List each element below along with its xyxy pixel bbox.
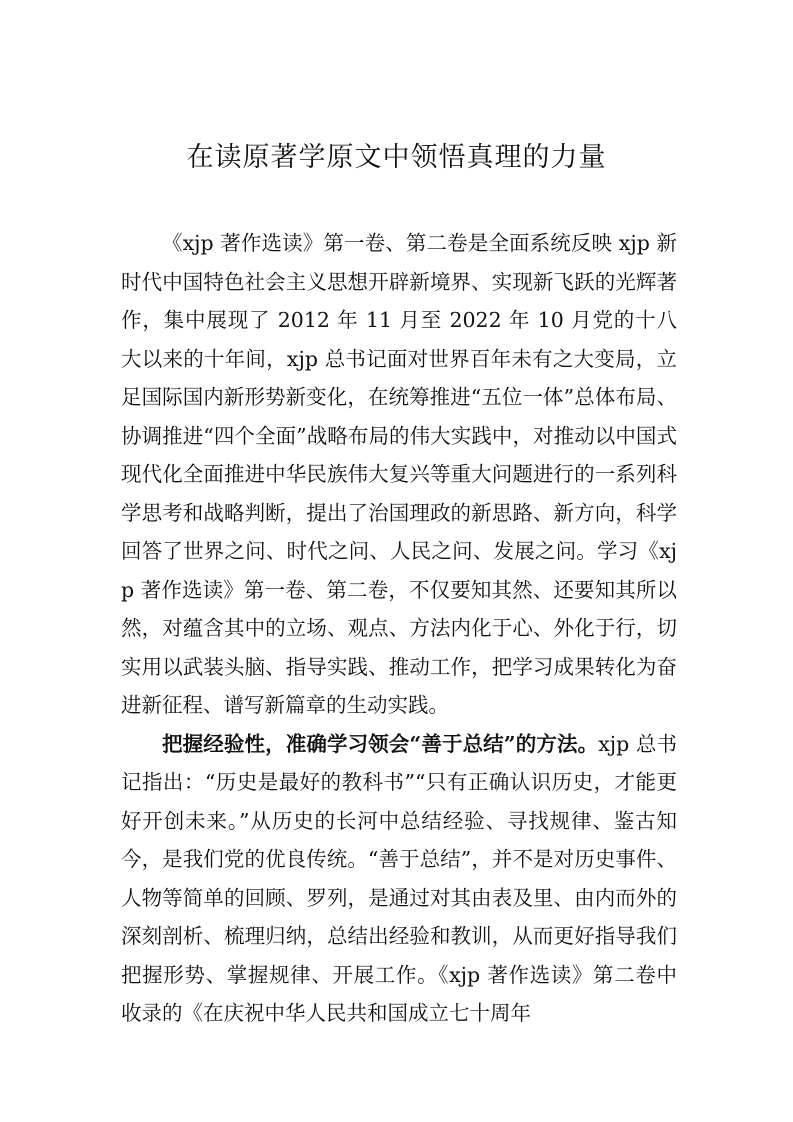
paragraph-intro <box>121 224 677 725</box>
document-title: 在读原著学原文中领悟真理的力量 <box>186 142 607 173</box>
paragraph-experience <box>121 725 677 1033</box>
paragraph-experience-text: xjp 总书记指出：“历史是最好的教科书”“只有正确认识历史，才能更好开创未来。”从历史的长河中总结经验、寻找规律、鉴古知今，是我们党的优良传统。“善于总结”，并不是对历史事件、人物等简单的回顾、罗列，是通过对其由表及里、由内而外的深刻剖析、梳理归纳，总结出经验和教训，从而更好指导我们把握形势、掌握规律、开展工作。《xjp 著作选读》第二卷中收录的《在庆祝中华人民共和国成立七十周年 <box>121 731 677 1025</box>
document-body <box>121 224 677 1033</box>
paragraph-intro-text: 《xjp 著作选读》第一卷、第二卷是全面系统反映 xjp 新时代中国特色社会主义思想开辟新境界、实现新飞跃的光辉著作，集中展现了 2012 年 11 月至 2022 年 10 月党的十八大以来的十年间，xjp 总书记面对世界百年未有之大变局，立足国际国内新形势新变化，在统筹推进“五位一体”总体布局、协调推进“四个全面”战略布局的伟大实践中，对推动以中国式现代化全面推进中华民族伟大复兴等重大问题进行的一系列科学思考和战略判断，提出了治国理政的新思路、新方向，科学回答了世界之问、时代之问、人民之问、发展之问。学习《xjp 著作选读》第一卷、第二卷，不仅要知其然、还要知其所以然，对蕴含其中的立场、观点、方法内化于心、外化于行，切实用以武装头脑、指导实践、推动工作，把学习成果转化为奋进新征程、谱写新篇章的生动实践。 <box>121 231 677 717</box>
paragraph-experience-lead: 把握经验性，准确学习领会“善于总结”的方法。 <box>162 731 599 756</box>
